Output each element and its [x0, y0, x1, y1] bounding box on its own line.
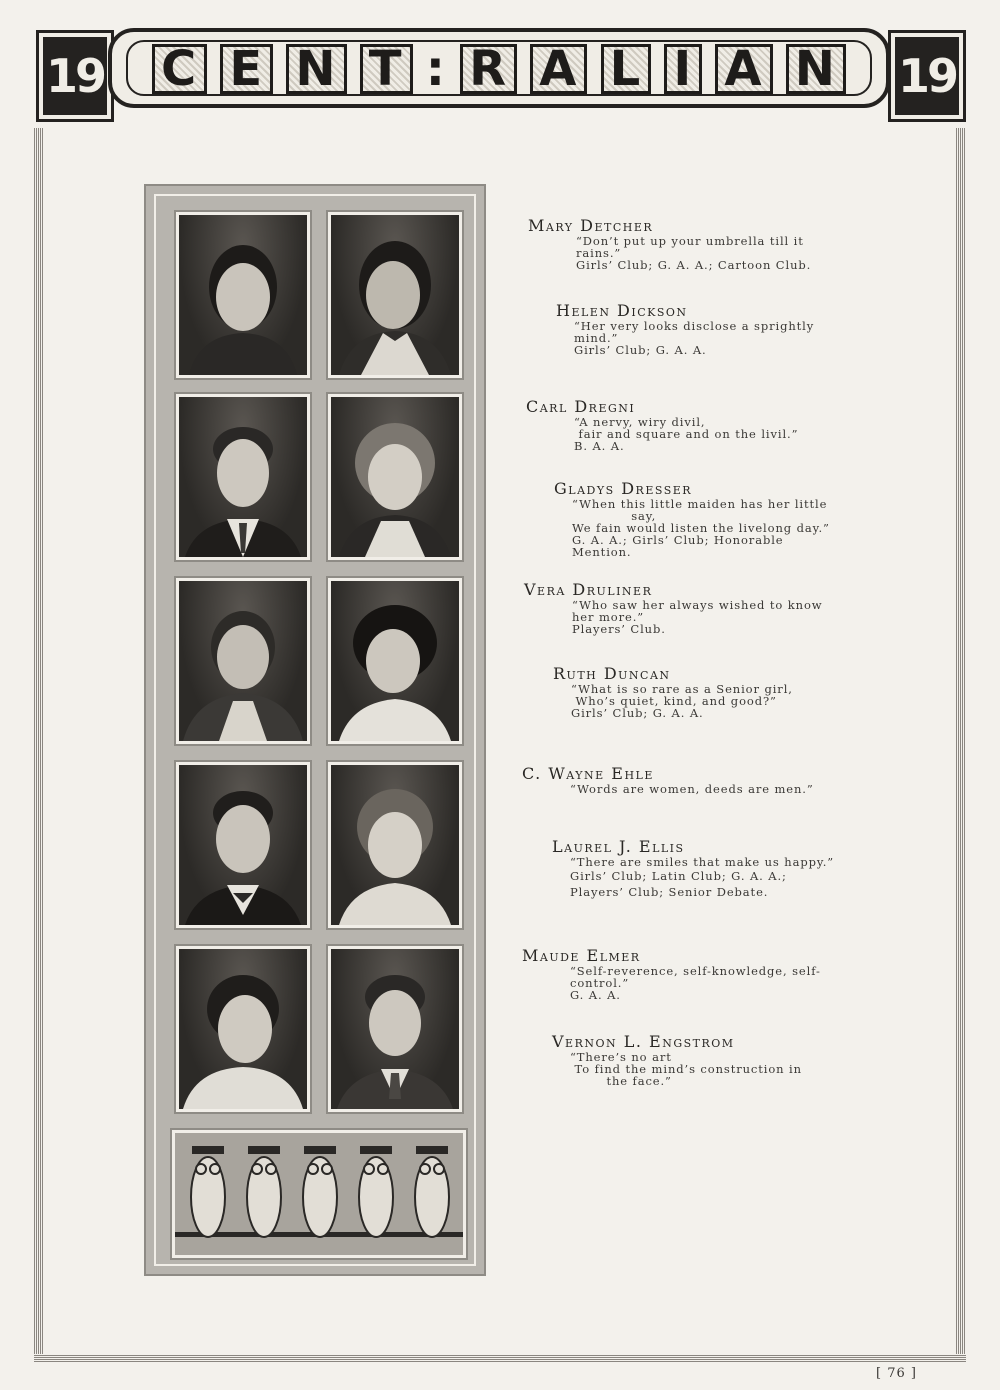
- student-quote: “Who saw her always wished to know her more.”: [572, 598, 823, 624]
- portrait-mary-detcher: [176, 212, 310, 378]
- student-quote: “Her very looks disclose a sprightly mind.”: [574, 319, 815, 345]
- entry-c-wayne-ehle: [522, 764, 814, 795]
- title-letter: I: [664, 44, 702, 94]
- title-letter: E: [220, 44, 273, 94]
- title-letter: C: [152, 44, 207, 94]
- entry-mary-detcher: [528, 216, 811, 271]
- portrait-maude-elmer: [176, 946, 310, 1112]
- frame-bottom-border: [34, 1354, 966, 1362]
- page-number: [ 76 ]: [876, 1366, 917, 1381]
- student-activities: Girls’ Club; G. A. A.: [574, 343, 707, 357]
- student-quote: “A nervy, wiry divil, fair and square and on the livil.”: [574, 415, 799, 441]
- owl-illustration: [172, 1130, 466, 1258]
- portrait-vera-druliner: [176, 578, 310, 744]
- entry-vera-druliner: [524, 580, 823, 635]
- student-name: Laurel J. Ellis: [552, 837, 685, 856]
- portrait-vernon-l-engstrom: [328, 946, 462, 1112]
- student-name: Vernon L. Engstrom: [552, 1032, 735, 1051]
- student-quote: “There’s no art To find the mind’s construction in the face.”: [570, 1050, 802, 1088]
- portrait-c-wayne-ehle: [176, 762, 310, 928]
- student-quote: “When this little maiden has her little say, We fain would listen the livelong day.”: [572, 497, 830, 535]
- photo-panel: [144, 184, 486, 1276]
- student-name: Mary Detcher: [528, 216, 654, 235]
- student-quote: “Self-reverence, self-knowledge, self- control.”: [570, 964, 821, 990]
- student-name: Carl Dregni: [526, 397, 636, 416]
- title-letter: N: [786, 44, 846, 94]
- header-banner: [108, 28, 890, 108]
- entry-helen-dickson: [556, 301, 814, 356]
- title-letter: :: [425, 41, 447, 97]
- entry-carl-dregni: [526, 397, 798, 452]
- title-letter: L: [601, 44, 652, 94]
- portrait-gladys-dresser: [328, 394, 462, 560]
- portrait-ruth-duncan: [328, 578, 462, 744]
- title-letter: T: [360, 44, 413, 94]
- title-letter: R: [460, 44, 517, 94]
- portrait-girl-icon: [179, 215, 307, 375]
- title-letter: A: [530, 44, 587, 94]
- portrait-girl-icon: [331, 581, 459, 741]
- entry-maude-elmer: [522, 946, 821, 1001]
- frame-left-border: [34, 128, 44, 1360]
- student-name: Ruth Duncan: [553, 664, 671, 683]
- student-activities: Girls’ Club; G. A. A.: [571, 706, 704, 720]
- portrait-girl-icon: [179, 949, 307, 1109]
- owl-graduates-icon: [175, 1133, 463, 1255]
- portrait-girl-icon: [179, 581, 307, 741]
- frame-right-border: [956, 128, 966, 1360]
- title-letter: N: [286, 44, 346, 94]
- title-letter: A: [715, 44, 772, 94]
- portrait-girl-icon: [331, 215, 459, 375]
- banner-title: [152, 41, 846, 97]
- entry-vernon-l-engstrom: [552, 1032, 802, 1087]
- student-activities: B. A. A.: [574, 439, 625, 453]
- student-activities: G. A. A.: [570, 988, 621, 1002]
- student-quote: “Words are women, deeds are men.”: [570, 782, 814, 796]
- entry-ruth-duncan: [553, 664, 793, 719]
- portrait-carl-dregni: [176, 394, 310, 560]
- portrait-boy-icon: [179, 397, 307, 557]
- portrait-boy-icon: [331, 949, 459, 1109]
- portrait-laurel-j-ellis: [328, 762, 462, 928]
- student-activities: G. A. A.; Girls’ Club; Honorable Mention.: [572, 533, 784, 559]
- student-name: C. Wayne Ehle: [522, 764, 654, 783]
- student-activities: Players’ Club.: [572, 622, 666, 636]
- student-activities: Girls’ Club; G. A. A.; Cartoon Club.: [576, 258, 812, 272]
- portrait-boy-icon: [179, 765, 307, 925]
- student-quote: “What is so rare as a Senior girl, Who’s quiet, kind, and good?”: [571, 682, 793, 708]
- student-name: Vera Druliner: [524, 580, 653, 599]
- portrait-girl-icon: [331, 765, 459, 925]
- student-name: Helen Dickson: [556, 301, 688, 320]
- entry-gladys-dresser: [554, 479, 830, 558]
- student-activities: Girls’ Club; Latin Club; G. A. A.; Players’ Club; Senior Debate.: [570, 869, 787, 899]
- year-right: 19: [888, 30, 966, 122]
- portrait-helen-dickson: [328, 212, 462, 378]
- student-quote: “There are smiles that make us happy.”: [570, 855, 835, 869]
- year-left: 19: [36, 30, 114, 122]
- student-quote: “Don’t put up your umbrella till it rains.”: [576, 234, 804, 260]
- student-name: Maude Elmer: [522, 946, 641, 965]
- student-name: Gladys Dresser: [554, 479, 693, 498]
- entry-laurel-j-ellis: [552, 837, 834, 900]
- portrait-girl-icon: [331, 397, 459, 557]
